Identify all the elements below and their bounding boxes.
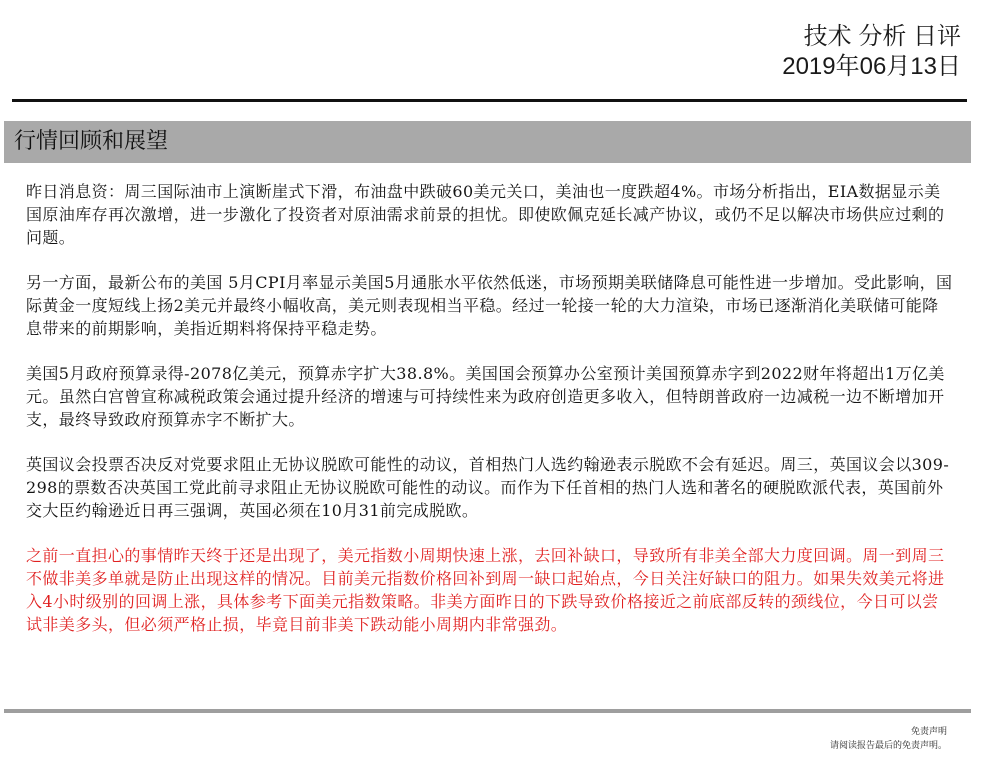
footer-divider [4, 709, 971, 713]
section-header-bar [4, 121, 971, 163]
paragraph-cpi-gold: 另一方面，最新公布的美国 5月CPI月率显示美国5月通胀水平依然低迷，市场预期美联储降息可能性进一步增加。受此影响，国际黄金一度短线上扬2美元并最终小幅收高，美元则表现相当平稳。经过一轮接一轮的大力渲染，市场已逐渐消化美联储可能降息带来的前期影响，美指近期料将保持平稳走势。 [26, 273, 953, 338]
paragraph-oil-news: 昨日消息资：周三国际油市上演断崖式下滑，布油盘中跌破60美元关口，美油也一度跌超4%。市场分析指出，EIA数据显示美国原油库存再次激增，进一步激化了投资者对原油需求前景的担忧。即使欧佩克延长减产协议，或仍不足以解决市场供应过剩的问题。 [26, 182, 945, 247]
header-divider [12, 99, 967, 102]
report-title: 技术 分析 日评 [803, 23, 961, 50]
report-header [782, 22, 961, 82]
section-title: 行情回顾和展望 [14, 129, 169, 154]
paragraph-usd-strategy: 之前一直担心的事情昨天终于还是出现了，美元指数小周期快速上涨，去回补缺口，导致所有非美全部大力度回调。周一到周三不做非美多单就是防止出现这样的情况。目前美元指数价格回补到周一缺口起始点，今日关注好缺口的阻力。如果失效美元将进入4小时级别的回调上涨，具体参考下面美元指数策略。非美方面昨日的下跌导致价格接近之前底部反转的颈线位，今日可以尝试非美多头，但必须严格止损，毕竟目前非美下跌动能小周期内非常强劲。 [26, 546, 945, 634]
paragraph-us-budget: 美国5月政府预算录得-2078亿美元，预算赤字扩大38.8%。美国国会预算办公室预计美国预算赤字到2022财年将超出1万亿美元。虽然白宫曾宣称减税政策会通过提升经济的增速与可持续性来为政府创造更多收入，但特朗普政府一边减税一边不断增加开支，最终导致政府预算赤字不断扩大。 [26, 364, 945, 429]
report-date: 2019年06月13日 [782, 53, 961, 80]
report-body [26, 180, 954, 658]
paragraph-brexit: 英国议会投票否决反对党要求阻止无协议脱欧可能性的动议，首相热门人选约翰逊表示脱欧不会有延迟。周三，英国议会以309-298的票数否决英国工党此前寻求阻止无协议脱欧可能性的动议。而作为下任首相的热门人选和著名的硬脱欧派代表，英国前外交大臣约翰逊近日再三强调，英国必须在10月31前完成脱欧。 [26, 455, 950, 520]
disclaimer-title: 免责声明 [910, 727, 947, 737]
disclaimer-text: 请阅读报告最后的免责声明。 [829, 741, 947, 751]
disclaimer-block [830, 725, 947, 753]
